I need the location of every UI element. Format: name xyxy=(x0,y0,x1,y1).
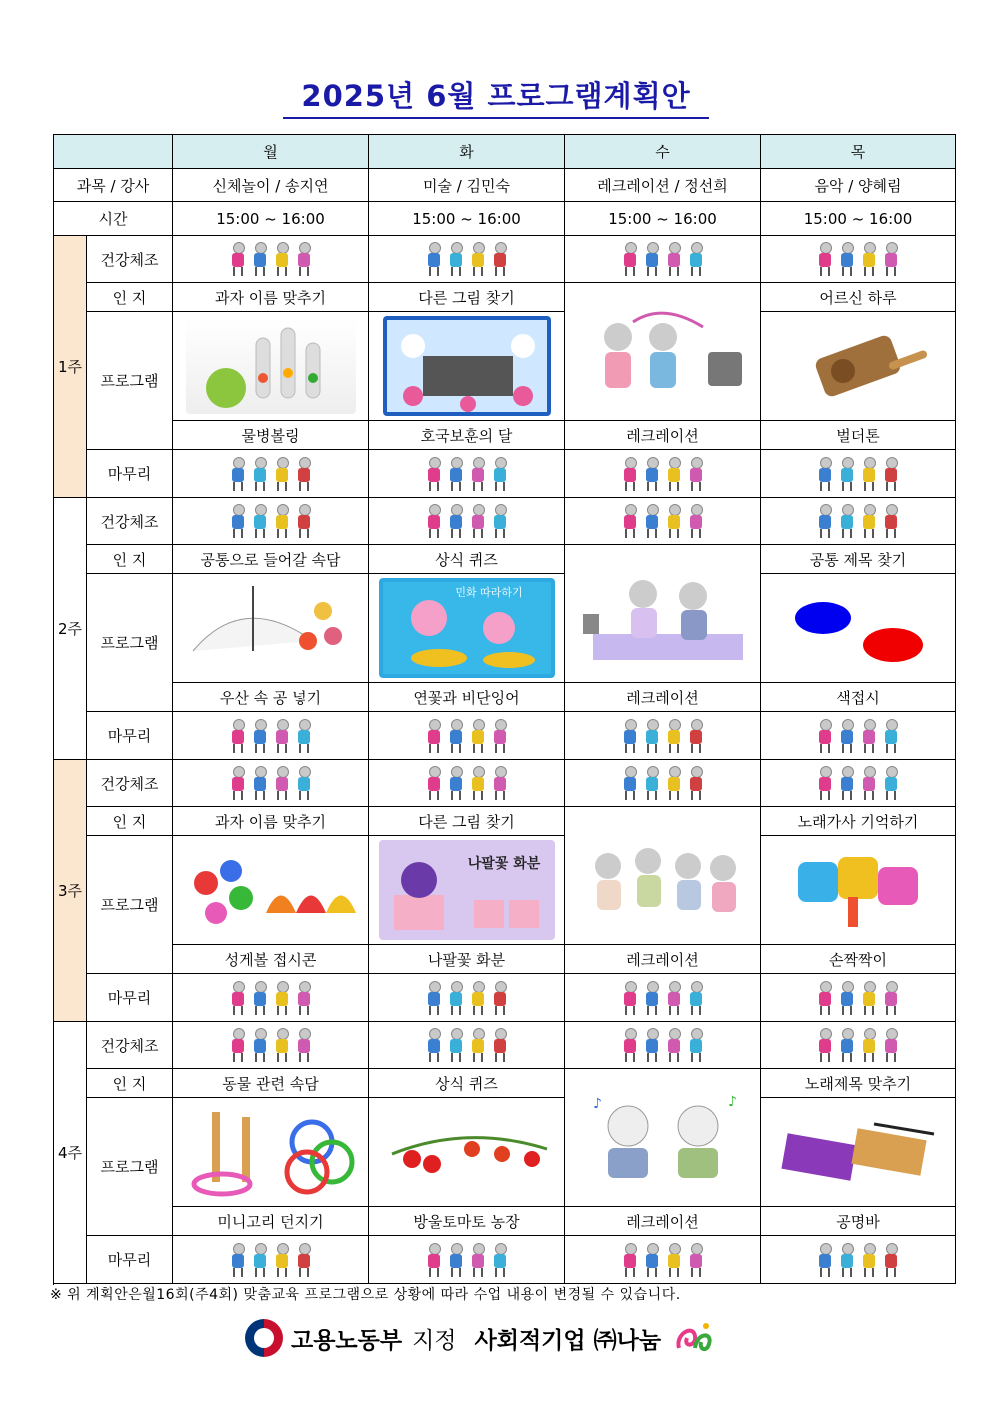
program-name-cell: 색접시 xyxy=(761,683,956,712)
week-label: 1주 xyxy=(54,236,87,498)
designation: 지정 xyxy=(412,1327,457,1354)
cognition-cell: 과자 이름 맞추기 xyxy=(173,807,369,836)
program-name-cell: 우산 속 공 넣기 xyxy=(173,683,369,712)
elderly-figure-icon xyxy=(839,242,855,276)
elderly-figure-icon xyxy=(426,766,442,800)
recreation-illustration xyxy=(573,302,753,402)
program-illustration xyxy=(382,1104,552,1200)
elderly-figure-icon xyxy=(274,719,290,753)
elderly-figure-icon xyxy=(817,504,833,538)
warmup-cell xyxy=(761,760,956,807)
elderly-figure-icon xyxy=(492,242,508,276)
elderly-figure-icon xyxy=(883,766,899,800)
elderly-figure-icon xyxy=(426,719,442,753)
program-image-cell xyxy=(173,312,369,421)
program-image-cell xyxy=(173,836,369,945)
cognition-label: 인 지 xyxy=(87,807,173,836)
company-name: 사회적기업 ㈜나눔 xyxy=(474,1327,662,1354)
cognition-cell: 상식 퀴즈 xyxy=(369,545,565,574)
elderly-figure-icon xyxy=(622,719,638,753)
subject-cell: 레크레이션 / 정선희 xyxy=(565,169,761,202)
elderly-figure-icon xyxy=(448,1243,464,1277)
program-label: 프로그램 xyxy=(87,312,173,450)
closing-cell xyxy=(761,1236,956,1284)
day-header: 화 xyxy=(369,135,565,169)
elderly-figure-icon xyxy=(230,457,246,491)
elderly-figure-icon xyxy=(296,719,312,753)
closing-cell xyxy=(761,712,956,760)
elderly-figure-icon xyxy=(817,1243,833,1277)
elderly-figure-icon xyxy=(492,719,508,753)
elderly-figure-icon xyxy=(492,457,508,491)
elderly-figure-icon xyxy=(448,766,464,800)
elderly-figure-icon xyxy=(296,242,312,276)
elderly-figure-icon xyxy=(644,981,660,1015)
elderly-figure-icon xyxy=(470,457,486,491)
closing-cell xyxy=(565,974,761,1022)
elderly-figure-icon xyxy=(839,457,855,491)
elderly-figure-icon xyxy=(426,242,442,276)
elderly-figure-icon xyxy=(688,719,704,753)
program-name-cell: 레크레이션 xyxy=(565,1207,761,1236)
program-image-cell xyxy=(565,1069,761,1207)
closing-cell xyxy=(369,450,565,498)
elderly-figure-icon xyxy=(839,981,855,1015)
elderly-figure-icon xyxy=(666,1028,682,1062)
day-header: 수 xyxy=(565,135,761,169)
elderly-figure-icon xyxy=(296,981,312,1015)
elderly-figure-icon xyxy=(230,1028,246,1062)
elderly-figure-icon xyxy=(274,242,290,276)
cognition-cell: 노래가사 기억하기 xyxy=(761,807,956,836)
program-illustration xyxy=(186,318,356,414)
recreation-illustration xyxy=(573,564,753,664)
cognition-label: 인 지 xyxy=(87,283,173,312)
elderly-figure-icon xyxy=(861,719,877,753)
program-name-cell: 물병볼링 xyxy=(173,421,369,450)
week-label: 3주 xyxy=(54,760,87,1022)
elderly-figure-icon xyxy=(448,719,464,753)
warmup-label: 건강체조 xyxy=(87,1022,173,1069)
cognition-cell: 노래제목 맞추기 xyxy=(761,1069,956,1098)
elderly-figure-icon xyxy=(252,1028,268,1062)
elderly-figure-icon xyxy=(644,719,660,753)
subject-cell: 미술 / 김민숙 xyxy=(369,169,565,202)
cognition-cell: 과자 이름 맞추기 xyxy=(173,283,369,312)
program-name-cell: 나팔꽃 화분 xyxy=(369,945,565,974)
svg-text:♪: ♪ xyxy=(592,1095,602,1112)
program-image-cell xyxy=(369,312,565,421)
elderly-figure-icon xyxy=(644,242,660,276)
program-illustration xyxy=(778,316,938,416)
elderly-figure-icon xyxy=(817,457,833,491)
subject-label: 과목 / 강사 xyxy=(54,169,173,202)
program-name-cell: 호국보훈의 달 xyxy=(369,421,565,450)
elderly-figure-icon xyxy=(644,766,660,800)
program-image-cell xyxy=(565,283,761,421)
recreation-illustration xyxy=(573,826,753,926)
closing-label: 마무리 xyxy=(87,712,173,760)
day-header: 월 xyxy=(173,135,369,169)
elderly-figure-icon xyxy=(448,504,464,538)
warmup-cell xyxy=(565,760,761,807)
elderly-figure-icon xyxy=(644,1028,660,1062)
elderly-figure-icon xyxy=(274,766,290,800)
elderly-figure-icon xyxy=(622,981,638,1015)
elderly-figure-icon xyxy=(861,766,877,800)
elderly-figure-icon xyxy=(274,457,290,491)
elderly-figure-icon xyxy=(252,981,268,1015)
warmup-cell xyxy=(369,498,565,545)
program-name-cell: 공명바 xyxy=(761,1207,956,1236)
elderly-figure-icon xyxy=(688,981,704,1015)
elderly-figure-icon xyxy=(230,981,246,1015)
elderly-figure-icon xyxy=(622,242,638,276)
warmup-cell xyxy=(369,760,565,807)
cognition-cell: 다른 그림 찾기 xyxy=(369,807,565,836)
elderly-figure-icon xyxy=(688,242,704,276)
warmup-cell xyxy=(565,236,761,283)
warmup-cell xyxy=(761,498,956,545)
elderly-figure-icon xyxy=(426,981,442,1015)
elderly-figure-icon xyxy=(470,1028,486,1062)
elderly-figure-icon xyxy=(448,981,464,1015)
elderly-figure-icon xyxy=(274,1028,290,1062)
elderly-figure-icon xyxy=(470,981,486,1015)
elderly-figure-icon xyxy=(644,1243,660,1277)
time-cell: 15:00 ~ 16:00 xyxy=(369,202,565,236)
recreation-illustration xyxy=(573,1088,753,1188)
elderly-figure-icon xyxy=(426,504,442,538)
elderly-figure-icon xyxy=(817,981,833,1015)
program-image-cell xyxy=(761,312,956,421)
closing-cell xyxy=(761,450,956,498)
warmup-label: 건강체조 xyxy=(87,498,173,545)
closing-label: 마무리 xyxy=(87,974,173,1022)
program-label: 프로그램 xyxy=(87,836,173,974)
elderly-figure-icon xyxy=(688,1243,704,1277)
elderly-figure-icon xyxy=(861,457,877,491)
elderly-figure-icon xyxy=(688,457,704,491)
program-image-cell xyxy=(369,836,565,945)
program-illustration xyxy=(182,1102,360,1202)
elderly-figure-icon xyxy=(252,242,268,276)
elderly-figure-icon xyxy=(666,242,682,276)
program-name-cell: 벌더톤 xyxy=(761,421,956,450)
cognition-cell: 동물 관련 속담 xyxy=(173,1069,369,1098)
elderly-figure-icon xyxy=(492,1243,508,1277)
program-image-cell xyxy=(565,545,761,683)
program-image-cell xyxy=(761,1098,956,1207)
elderly-figure-icon xyxy=(274,504,290,538)
program-image-cell xyxy=(565,807,761,945)
elderly-figure-icon xyxy=(839,504,855,538)
program-illustration xyxy=(778,583,938,673)
elderly-figure-icon xyxy=(883,1243,899,1277)
warmup-cell xyxy=(761,236,956,283)
elderly-figure-icon xyxy=(448,242,464,276)
warmup-cell xyxy=(173,236,369,283)
elderly-figure-icon xyxy=(470,766,486,800)
government-logo-icon xyxy=(245,1319,283,1357)
program-image-cell xyxy=(173,574,369,683)
week-label: 4주 xyxy=(54,1022,87,1284)
closing-label: 마무리 xyxy=(87,1236,173,1284)
elderly-figure-icon xyxy=(883,242,899,276)
elderly-figure-icon xyxy=(252,504,268,538)
warmup-cell xyxy=(565,498,761,545)
elderly-figure-icon xyxy=(622,1243,638,1277)
svg-text:♪: ♪ xyxy=(727,1093,737,1110)
plan-note: ※ 위 계획안은월16회(주4회) 맞춤교육 프로그램으로 상황에 따라 수업 내용이 변경될 수 있습니다. xyxy=(50,1287,681,1303)
elderly-figure-icon xyxy=(817,766,833,800)
elderly-figure-icon xyxy=(883,981,899,1015)
elderly-figure-icon xyxy=(230,1243,246,1277)
program-image-cell xyxy=(761,574,956,683)
elderly-figure-icon xyxy=(622,1028,638,1062)
program-name-cell: 방울토마토 농장 xyxy=(369,1207,565,1236)
cognition-label: 인 지 xyxy=(87,1069,173,1098)
warmup-label: 건강체조 xyxy=(87,760,173,807)
elderly-figure-icon xyxy=(861,981,877,1015)
elderly-figure-icon xyxy=(296,766,312,800)
program-name-cell: 레크레이션 xyxy=(565,421,761,450)
elderly-figure-icon xyxy=(470,719,486,753)
program-image-cell xyxy=(173,1098,369,1207)
elderly-figure-icon xyxy=(274,1243,290,1277)
elderly-figure-icon xyxy=(252,1243,268,1277)
closing-cell xyxy=(173,712,369,760)
warmup-cell xyxy=(565,1022,761,1069)
elderly-figure-icon xyxy=(230,504,246,538)
elderly-figure-icon xyxy=(688,766,704,800)
elderly-figure-icon xyxy=(426,457,442,491)
elderly-figure-icon xyxy=(688,504,704,538)
elderly-figure-icon xyxy=(470,504,486,538)
warmup-cell xyxy=(173,498,369,545)
elderly-figure-icon xyxy=(622,766,638,800)
subject-cell: 음악 / 양혜림 xyxy=(761,169,956,202)
elderly-figure-icon xyxy=(666,457,682,491)
program-name-cell: 손짝짝이 xyxy=(761,945,956,974)
elderly-figure-icon xyxy=(839,1243,855,1277)
nanum-logo-icon xyxy=(673,1318,715,1358)
program-image-cell xyxy=(369,574,565,683)
cognition-label: 인 지 xyxy=(87,545,173,574)
closing-cell xyxy=(369,1236,565,1284)
week-label: 2주 xyxy=(54,498,87,760)
elderly-figure-icon xyxy=(817,719,833,753)
elderly-figure-icon xyxy=(622,457,638,491)
elderly-figure-icon xyxy=(883,457,899,491)
elderly-figure-icon xyxy=(470,1243,486,1277)
program-illustration xyxy=(383,316,551,416)
elderly-figure-icon xyxy=(666,504,682,538)
cognition-cell: 공통으로 들어갈 속담 xyxy=(173,545,369,574)
closing-cell xyxy=(173,974,369,1022)
elderly-figure-icon xyxy=(492,766,508,800)
cognition-cell: 다른 그림 찾기 xyxy=(369,283,565,312)
elderly-figure-icon xyxy=(666,766,682,800)
elderly-figure-icon xyxy=(883,719,899,753)
elderly-figure-icon xyxy=(296,1028,312,1062)
page-title: 2025년 6월 프로그램계획안 xyxy=(0,74,992,119)
elderly-figure-icon xyxy=(252,719,268,753)
elderly-figure-icon xyxy=(492,504,508,538)
closing-cell xyxy=(369,712,565,760)
elderly-figure-icon xyxy=(426,1243,442,1277)
program-illustration xyxy=(183,581,358,676)
elderly-figure-icon xyxy=(688,1028,704,1062)
closing-cell xyxy=(369,974,565,1022)
image-caption: 민화 따라하기 xyxy=(454,586,523,599)
warmup-cell xyxy=(369,236,565,283)
elderly-figure-icon xyxy=(230,719,246,753)
elderly-figure-icon xyxy=(230,242,246,276)
elderly-figure-icon xyxy=(861,1028,877,1062)
program-illustration xyxy=(181,843,361,938)
elderly-figure-icon xyxy=(839,719,855,753)
warmup-cell xyxy=(173,760,369,807)
program-plan-table xyxy=(53,134,956,1284)
elderly-figure-icon xyxy=(492,981,508,1015)
image-caption: 나팔꽃 화분 xyxy=(467,856,540,872)
warmup-cell xyxy=(761,1022,956,1069)
elderly-figure-icon xyxy=(622,504,638,538)
elderly-figure-icon xyxy=(666,1243,682,1277)
warmup-cell xyxy=(173,1022,369,1069)
elderly-figure-icon xyxy=(817,242,833,276)
time-cell: 15:00 ~ 16:00 xyxy=(761,202,956,236)
corner-cell xyxy=(54,135,173,169)
closing-cell xyxy=(173,1236,369,1284)
program-label: 프로그램 xyxy=(87,574,173,712)
closing-label: 마무리 xyxy=(87,450,173,498)
time-cell: 15:00 ~ 16:00 xyxy=(173,202,369,236)
program-illustration xyxy=(379,840,555,940)
program-name-cell: 레크레이션 xyxy=(565,945,761,974)
program-illustration xyxy=(379,578,555,678)
program-image-cell xyxy=(761,836,956,945)
elderly-figure-icon xyxy=(448,1028,464,1062)
program-name-cell: 미니고리 던지기 xyxy=(173,1207,369,1236)
elderly-figure-icon xyxy=(470,242,486,276)
program-illustration xyxy=(778,842,938,938)
elderly-figure-icon xyxy=(883,1028,899,1062)
program-image-cell xyxy=(369,1098,565,1207)
program-name-cell: 레크레이션 xyxy=(565,683,761,712)
day-header: 목 xyxy=(761,135,956,169)
elderly-figure-icon xyxy=(817,1028,833,1062)
warmup-label: 건강체조 xyxy=(87,236,173,283)
warmup-cell xyxy=(369,1022,565,1069)
closing-cell xyxy=(565,450,761,498)
elderly-figure-icon xyxy=(426,1028,442,1062)
cognition-cell: 상식 퀴즈 xyxy=(369,1069,565,1098)
elderly-figure-icon xyxy=(861,1243,877,1277)
closing-cell xyxy=(173,450,369,498)
subject-cell: 신체놀이 / 송지연 xyxy=(173,169,369,202)
time-label: 시간 xyxy=(54,202,173,236)
cognition-cell: 공통 제목 찾기 xyxy=(761,545,956,574)
elderly-figure-icon xyxy=(448,457,464,491)
program-name-cell: 성게볼 접시콘 xyxy=(173,945,369,974)
elderly-figure-icon xyxy=(230,766,246,800)
elderly-figure-icon xyxy=(644,457,660,491)
program-name-cell: 연꽃과 비단잉어 xyxy=(369,683,565,712)
closing-cell xyxy=(565,712,761,760)
elderly-figure-icon xyxy=(666,981,682,1015)
org-name: 고용노동부 xyxy=(291,1327,403,1354)
program-illustration xyxy=(774,1104,942,1200)
elderly-figure-icon xyxy=(252,457,268,491)
elderly-figure-icon xyxy=(492,1028,508,1062)
elderly-figure-icon xyxy=(839,1028,855,1062)
elderly-figure-icon xyxy=(839,766,855,800)
time-cell: 15:00 ~ 16:00 xyxy=(565,202,761,236)
elderly-figure-icon xyxy=(296,504,312,538)
elderly-figure-icon xyxy=(252,766,268,800)
elderly-figure-icon xyxy=(296,457,312,491)
footer xyxy=(245,1318,715,1358)
elderly-figure-icon xyxy=(274,981,290,1015)
elderly-figure-icon xyxy=(644,504,660,538)
elderly-figure-icon xyxy=(861,504,877,538)
elderly-figure-icon xyxy=(861,242,877,276)
elderly-figure-icon xyxy=(883,504,899,538)
program-label: 프로그램 xyxy=(87,1098,173,1236)
elderly-figure-icon xyxy=(666,719,682,753)
closing-cell xyxy=(565,1236,761,1284)
elderly-figure-icon xyxy=(296,1243,312,1277)
cognition-cell: 어르신 하루 xyxy=(761,283,956,312)
closing-cell xyxy=(761,974,956,1022)
